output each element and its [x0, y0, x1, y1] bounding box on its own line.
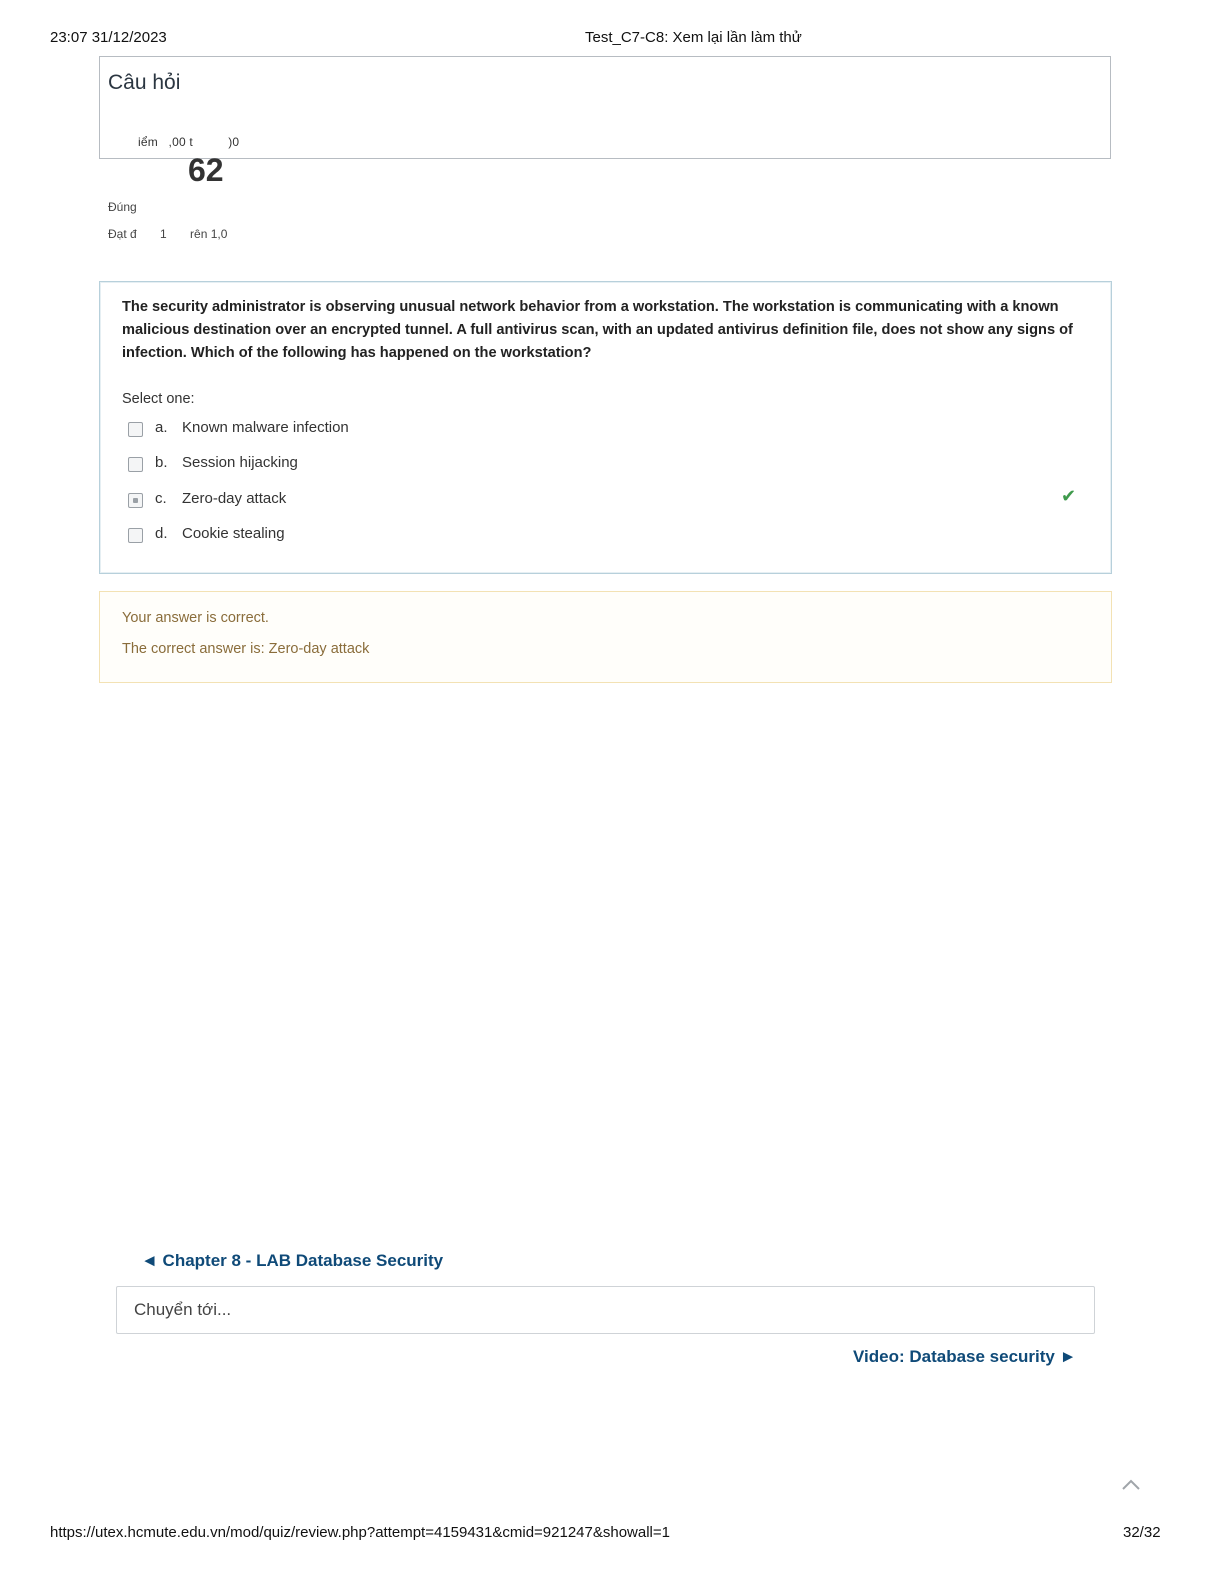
answer-text: Known malware infection — [182, 419, 349, 436]
correct-check-icon: ✔ — [1061, 486, 1077, 506]
answer-text: Zero-day attack — [182, 490, 287, 507]
answer-text: Cookie stealing — [182, 525, 285, 542]
answer-option[interactable] — [128, 525, 1088, 547]
jump-to-select[interactable] — [116, 1286, 1095, 1334]
question-text: The security administrator is observing unusual network behavior from a workstation. The workstation is communicating with a known malicious destination over an encrypted tunnel. A full antivirus scan, with an updated antivirus definition file, does not show any signs of infection. Which of the following has happened on the workstation? — [122, 299, 1073, 361]
answer-checkbox-selected[interactable] — [128, 493, 143, 508]
back-to-top-chevron-up-icon[interactable] — [1120, 1474, 1142, 1496]
print-datetime: 23:07 31/12/2023 — [50, 29, 167, 46]
question-heading: Câu hỏi — [108, 71, 181, 94]
feedback-right-answer: The correct answer is: Zero-day attack — [122, 641, 370, 657]
jump-to-placeholder: Chuyển tới... — [134, 1300, 232, 1319]
answer-checkbox[interactable] — [128, 422, 143, 437]
answer-option[interactable] — [128, 419, 1088, 441]
print-page-number: 32/32 — [1123, 1524, 1161, 1541]
question-state: Đúng — [108, 200, 137, 214]
answer-letter: b. — [155, 454, 168, 471]
answer-checkbox[interactable] — [128, 528, 143, 543]
answer-letter: a. — [155, 419, 168, 436]
question-grade: Đạt đ 1 rên 1,0 — [108, 227, 228, 241]
answer-text: Session hijacking — [182, 454, 298, 471]
answer-option[interactable] — [128, 454, 1088, 476]
print-page-title: Test_C7-C8: Xem lại lần làm thử — [585, 29, 802, 46]
question-marks: iểm ,00 t )0 — [138, 135, 240, 149]
next-activity-link[interactable]: Video: Database security ► — [853, 1347, 1077, 1366]
question-header — [99, 56, 1111, 159]
feedback-status: Your answer is correct. — [122, 610, 269, 626]
feedback-box — [99, 591, 1112, 683]
answer-letter: d. — [155, 525, 168, 542]
question-formulation — [99, 281, 1112, 574]
answer-checkbox[interactable] — [128, 457, 143, 472]
answer-option[interactable] — [128, 486, 1088, 512]
print-url: https://utex.hcmute.edu.vn/mod/quiz/review.php?attempt=4159431&cmid=921247&showall=1 — [50, 1524, 670, 1541]
previous-activity-link[interactable]: ◄ Chapter 8 - LAB Database Security — [141, 1251, 444, 1270]
answer-letter: c. — [155, 490, 167, 507]
select-prompt: Select one: — [122, 391, 195, 407]
question-number: 62 — [188, 152, 224, 188]
